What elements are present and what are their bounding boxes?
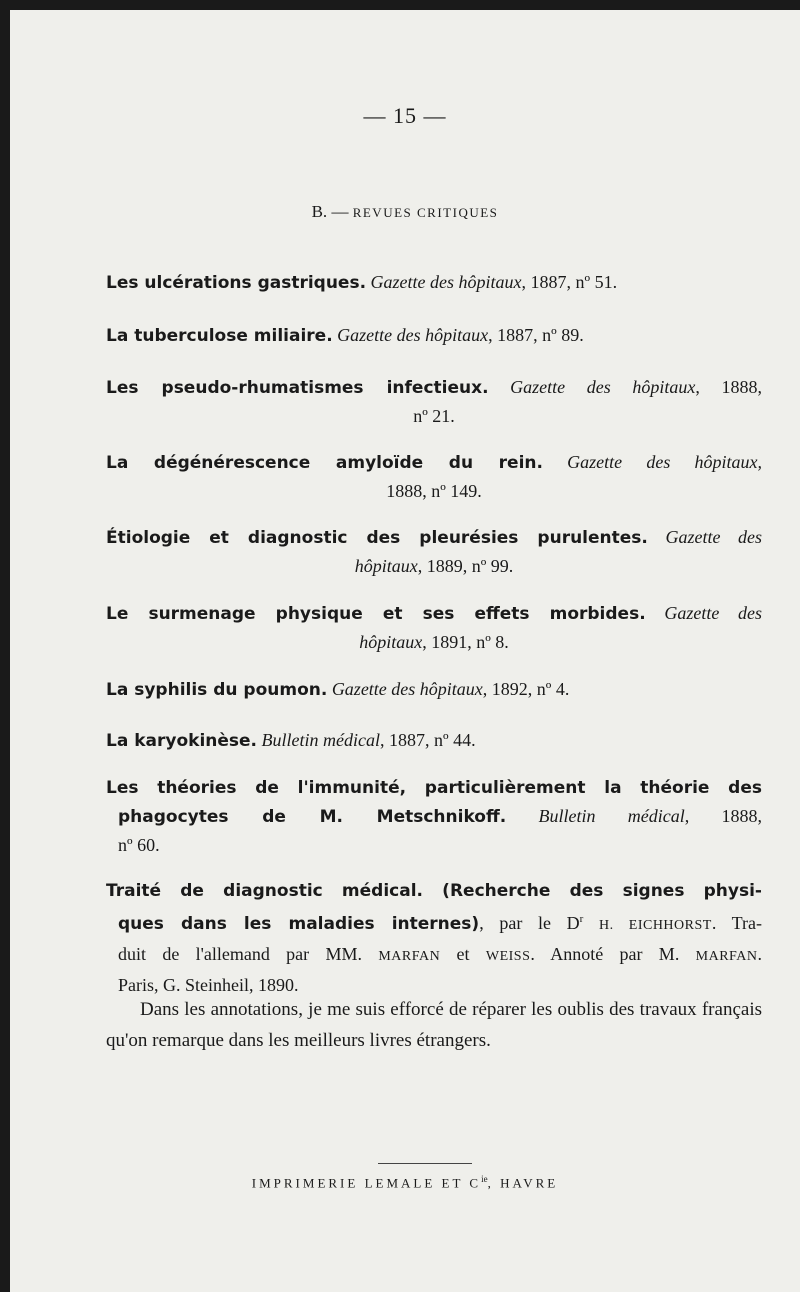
bibliography-entry: [106, 726, 762, 755]
entry-title: Les ulcérations gastriques.: [106, 273, 367, 293]
bibliography-entry: [106, 876, 762, 999]
bibliography-entry: [106, 448, 762, 505]
entry-details: , 1888,: [695, 377, 763, 397]
entry-continuation: [106, 628, 762, 656]
entry-tra: . Tra-: [711, 913, 763, 933]
annotation-paragraph: Dans les annotations, je me suis efforcé de réparer les oublis des travaux français qu'on remarque dans les meilleurs livres étrangers.: [106, 999, 762, 1051]
bibliography-entry: [106, 675, 762, 704]
entry-journal: Gazette des hôpitaux: [337, 325, 489, 345]
entry-title-line1: Traité de diagnostic médical. (Recherche des signes physi-: [106, 881, 762, 901]
entry-title: La syphilis du poumon.: [106, 680, 328, 700]
entry-continuation: nº 60.: [118, 835, 160, 855]
entry-title: La karyokinèse.: [106, 731, 258, 751]
entry-dr-sup: r: [579, 913, 584, 925]
section-dash: —: [331, 202, 349, 221]
entry-journal: Gazette des hôpitaux,: [567, 452, 762, 472]
entry-journal: Gazette des: [665, 527, 763, 547]
entry-journal: Gazette des: [664, 603, 762, 623]
entry-journal: Bulletin médical: [538, 806, 685, 826]
entry-line4: Paris, G. Steinheil, 1890.: [118, 975, 299, 995]
entry-end-dot: .: [757, 944, 763, 964]
entry-et: et: [456, 944, 470, 964]
entry-title: La tuberculose miliaire.: [106, 326, 333, 346]
entry-journal: Gazette des hôpitaux: [331, 679, 483, 699]
section-letter: B.: [311, 202, 328, 221]
entry-title: Étiologie et diagnostic des pleurésies purulentes.: [106, 528, 648, 548]
entry-journal: Bulletin médical: [261, 730, 380, 750]
entry-continuation: nº 21.: [413, 406, 455, 426]
imprint-text: IMPRIMERIE LEMALE ET C: [251, 1175, 482, 1191]
entry-continuation: 1888, nº 149.: [386, 481, 482, 501]
entry-title-line2: phagocytes de M. Metschnikoff.: [118, 807, 507, 827]
section-title: REVUES CRITIQUES: [352, 205, 499, 220]
entry-journal-cont: hôpitaux: [354, 556, 418, 576]
entry-title-line2: ques dans les maladies internes): [118, 914, 480, 934]
entry-annote: . Annoté par M.: [530, 944, 680, 964]
entry-details: , 1888,: [684, 806, 763, 826]
footer-rule: [378, 1163, 472, 1164]
page-number: — 15 —: [363, 103, 447, 128]
bibliography-entry: [106, 523, 762, 580]
entry-title: La dégénérescence amyloïde du rein.: [106, 453, 543, 473]
document-page: [10, 10, 800, 1292]
entry-author: H. EICHHORST: [599, 918, 712, 933]
entry-details: , 1887, nº 51.: [521, 272, 618, 292]
entry-journal: Gazette des hôpitaux: [510, 377, 696, 397]
entry-annotator: MARFAN: [695, 949, 758, 964]
bibliography-entry: [106, 773, 762, 859]
entry-details: , 1892, nº 4.: [482, 679, 570, 699]
entry-journal: Gazette des hôpitaux: [370, 272, 522, 292]
printer-imprint: [10, 1174, 800, 1191]
entry-translator-1: MARFAN: [378, 949, 441, 964]
entry-details: , 1889, nº 99.: [417, 556, 514, 576]
entry-title-line1: Les théories de l'immunité, particulièrement la théorie des: [106, 778, 762, 798]
entry-details: , 1887, nº 44.: [380, 730, 476, 750]
entry-line3: duit de l'allemand par MM.: [118, 944, 362, 964]
entry-title: Le surmenage physique et ses effets morbides.: [106, 604, 646, 624]
bibliography-entry: [106, 599, 762, 656]
imprint-city: , HAVRE: [487, 1175, 559, 1191]
bibliography-entry: [106, 373, 762, 430]
entry-details: , 1891, nº 8.: [422, 632, 509, 652]
entry-journal-cont: hôpitaux: [359, 632, 423, 652]
section-heading: [10, 202, 800, 222]
bibliography-entry: [106, 268, 762, 297]
imprint-sup: ie: [481, 1174, 488, 1184]
entry-continuation: [106, 552, 762, 580]
entry-par: , par le D: [479, 913, 580, 933]
entry-details: , 1887, nº 89.: [488, 325, 584, 345]
entry-translator-2: WEISS: [485, 949, 531, 964]
entry-title: Les pseudo-rhumatismes infectieux.: [106, 378, 489, 398]
bibliography-entry: [106, 321, 762, 350]
